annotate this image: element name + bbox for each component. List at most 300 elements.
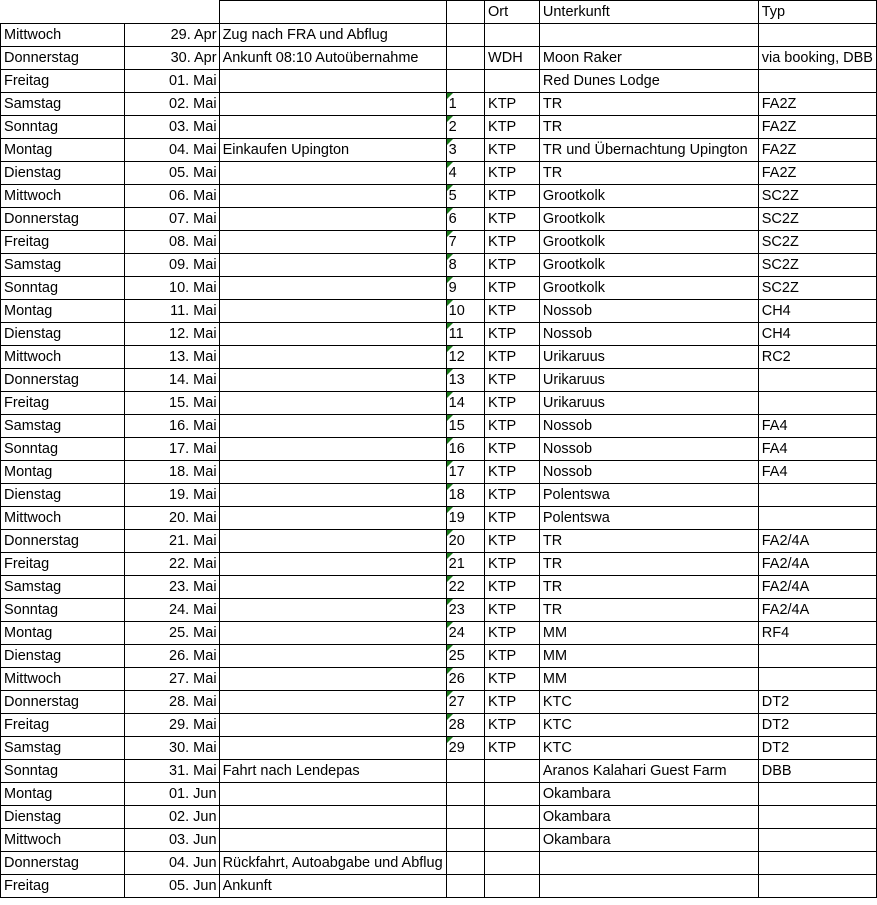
cell-unterkunft[interactable]: Grootkolk — [539, 254, 758, 277]
header-cell-typ[interactable]: Typ — [758, 1, 876, 24]
cell-date[interactable]: 26. Mai — [125, 645, 219, 668]
cell-note[interactable] — [219, 208, 446, 231]
cell-typ[interactable] — [758, 829, 876, 852]
cell-note[interactable] — [219, 553, 446, 576]
cell-ort[interactable]: KTP — [485, 93, 540, 116]
cell-number[interactable] — [446, 24, 484, 47]
cell-ort[interactable] — [485, 852, 540, 875]
cell-number[interactable]: 2 — [446, 116, 484, 139]
cell-date[interactable]: 03. Mai — [125, 116, 219, 139]
header-cell-empty[interactable] — [125, 1, 219, 24]
cell-typ[interactable]: FA4 — [758, 438, 876, 461]
cell-date[interactable]: 01. Mai — [125, 70, 219, 93]
cell-day[interactable]: Freitag — [1, 553, 125, 576]
cell-ort[interactable]: KTP — [485, 622, 540, 645]
cell-ort[interactable]: KTP — [485, 415, 540, 438]
table-row — [1, 783, 877, 806]
table-row — [1, 875, 877, 898]
cell-typ[interactable]: CH4 — [758, 323, 876, 346]
cell-date[interactable]: 01. Jun — [125, 783, 219, 806]
table-row — [1, 760, 877, 783]
cell-typ[interactable]: via booking, DBB — [758, 47, 876, 70]
cell-day[interactable]: Samstag — [1, 415, 125, 438]
cell-day[interactable]: Mittwoch — [1, 346, 125, 369]
table-row — [1, 346, 877, 369]
cell-ort[interactable]: KTP — [485, 208, 540, 231]
cell-unterkunft[interactable]: Grootkolk — [539, 277, 758, 300]
cell-unterkunft[interactable]: Grootkolk — [539, 231, 758, 254]
cell-typ[interactable]: RC2 — [758, 346, 876, 369]
cell-typ[interactable] — [758, 875, 876, 898]
cell-number[interactable]: 10 — [446, 300, 484, 323]
table-row — [1, 507, 877, 530]
cell-ort[interactable]: KTP — [485, 530, 540, 553]
cell-day[interactable]: Freitag — [1, 714, 125, 737]
cell-number[interactable] — [446, 806, 484, 829]
cell-ort[interactable] — [485, 829, 540, 852]
cell-unterkunft[interactable]: Red Dunes Lodge — [539, 70, 758, 93]
cell-note[interactable] — [219, 461, 446, 484]
cell-ort[interactable]: KTP — [485, 277, 540, 300]
cell-day[interactable]: Samstag — [1, 93, 125, 116]
cell-day[interactable]: Donnerstag — [1, 47, 125, 70]
cell-ort[interactable]: KTP — [485, 668, 540, 691]
cell-note[interactable] — [219, 300, 446, 323]
cell-ort[interactable]: KTP — [485, 392, 540, 415]
cell-ort[interactable]: KTP — [485, 185, 540, 208]
header-cell-empty[interactable] — [446, 1, 484, 24]
cell-typ[interactable] — [758, 806, 876, 829]
table-row — [1, 277, 877, 300]
cell-day[interactable]: Montag — [1, 461, 125, 484]
cell-typ[interactable]: RF4 — [758, 622, 876, 645]
table-row — [1, 116, 877, 139]
cell-note[interactable] — [219, 599, 446, 622]
cell-typ[interactable]: FA2Z — [758, 116, 876, 139]
cell-unterkunft[interactable]: MM — [539, 645, 758, 668]
cell-number[interactable]: 1 — [446, 93, 484, 116]
cell-date[interactable]: 22. Mai — [125, 553, 219, 576]
cell-unterkunft[interactable]: KTC — [539, 691, 758, 714]
cell-day[interactable]: Montag — [1, 622, 125, 645]
cell-date[interactable]: 02. Mai — [125, 93, 219, 116]
cell-ort[interactable]: WDH — [485, 47, 540, 70]
cell-date[interactable]: 02. Jun — [125, 806, 219, 829]
cell-date[interactable]: 31. Mai — [125, 760, 219, 783]
cell-note[interactable]: Fahrt nach Lendepas — [219, 760, 446, 783]
cell-day[interactable]: Freitag — [1, 392, 125, 415]
cell-unterkunft[interactable]: Nossob — [539, 300, 758, 323]
cell-typ[interactable]: FA2/4A — [758, 553, 876, 576]
cell-unterkunft[interactable]: Urikaruus — [539, 369, 758, 392]
cell-note[interactable] — [219, 369, 446, 392]
cell-unterkunft[interactable]: MM — [539, 668, 758, 691]
cell-date[interactable]: 14. Mai — [125, 369, 219, 392]
cell-ort[interactable]: KTP — [485, 484, 540, 507]
table-row — [1, 323, 877, 346]
cell-ort[interactable]: KTP — [485, 461, 540, 484]
cell-typ[interactable] — [758, 392, 876, 415]
header-cell-empty[interactable] — [1, 1, 125, 24]
cell-note[interactable] — [219, 392, 446, 415]
cell-number[interactable]: 29 — [446, 737, 484, 760]
cell-typ[interactable]: FA2/4A — [758, 530, 876, 553]
cell-date[interactable]: 19. Mai — [125, 484, 219, 507]
cell-day[interactable]: Freitag — [1, 231, 125, 254]
table-row — [1, 461, 877, 484]
cell-typ[interactable]: SC2Z — [758, 208, 876, 231]
cell-note[interactable] — [219, 530, 446, 553]
cell-typ[interactable]: SC2Z — [758, 231, 876, 254]
cell-date[interactable]: 25. Mai — [125, 622, 219, 645]
cell-typ[interactable] — [758, 668, 876, 691]
cell-ort[interactable]: KTP — [485, 553, 540, 576]
cell-number[interactable] — [446, 760, 484, 783]
cell-ort[interactable]: KTP — [485, 645, 540, 668]
cell-note[interactable] — [219, 438, 446, 461]
cell-ort[interactable]: KTP — [485, 599, 540, 622]
cell-number[interactable]: 6 — [446, 208, 484, 231]
cell-ort[interactable]: KTP — [485, 507, 540, 530]
cell-day[interactable]: Mittwoch — [1, 507, 125, 530]
header-cell-empty[interactable] — [219, 1, 446, 24]
cell-unterkunft[interactable]: TR — [539, 599, 758, 622]
cell-unterkunft[interactable]: Grootkolk — [539, 208, 758, 231]
cell-unterkunft[interactable]: Polentswa — [539, 484, 758, 507]
cell-number[interactable] — [446, 829, 484, 852]
cell-unterkunft[interactable]: TR und Übernachtung Upington — [539, 139, 758, 162]
cell-ort[interactable] — [485, 70, 540, 93]
cell-unterkunft[interactable]: Urikaruus — [539, 346, 758, 369]
cell-number[interactable]: 26 — [446, 668, 484, 691]
cell-date[interactable]: 05. Jun — [125, 875, 219, 898]
table-row — [1, 208, 877, 231]
cell-number[interactable]: 19 — [446, 507, 484, 530]
table-row — [1, 645, 877, 668]
cell-date[interactable]: 12. Mai — [125, 323, 219, 346]
cell-note[interactable] — [219, 737, 446, 760]
cell-unterkunft[interactable]: TR — [539, 553, 758, 576]
cell-day[interactable]: Donnerstag — [1, 208, 125, 231]
cell-unterkunft[interactable]: TR — [539, 576, 758, 599]
cell-date[interactable]: 30. Mai — [125, 737, 219, 760]
table-row — [1, 806, 877, 829]
cell-unterkunft[interactable]: Nossob — [539, 438, 758, 461]
cell-unterkunft[interactable]: KTC — [539, 737, 758, 760]
cell-ort[interactable]: KTP — [485, 231, 540, 254]
cell-day[interactable]: Montag — [1, 300, 125, 323]
cell-note[interactable] — [219, 93, 446, 116]
cell-note[interactable] — [219, 507, 446, 530]
cell-day[interactable]: Samstag — [1, 576, 125, 599]
cell-day[interactable]: Mittwoch — [1, 24, 125, 47]
cell-unterkunft[interactable]: Polentswa — [539, 507, 758, 530]
cell-number[interactable]: 20 — [446, 530, 484, 553]
table-row — [1, 484, 877, 507]
cell-typ[interactable]: DT2 — [758, 737, 876, 760]
cell-day[interactable]: Sonntag — [1, 116, 125, 139]
cell-date[interactable]: 06. Mai — [125, 185, 219, 208]
cell-note[interactable] — [219, 668, 446, 691]
header-cell-unterkunft[interactable]: Unterkunft — [539, 1, 758, 24]
cell-typ[interactable] — [758, 507, 876, 530]
table-row — [1, 622, 877, 645]
cell-date[interactable]: 08. Mai — [125, 231, 219, 254]
cell-note[interactable] — [219, 484, 446, 507]
cell-typ[interactable] — [758, 369, 876, 392]
cell-date[interactable]: 09. Mai — [125, 254, 219, 277]
cell-typ[interactable] — [758, 484, 876, 507]
cell-note[interactable]: Einkaufen Upington — [219, 139, 446, 162]
cell-number[interactable]: 11 — [446, 323, 484, 346]
cell-number[interactable]: 18 — [446, 484, 484, 507]
cell-note[interactable] — [219, 185, 446, 208]
table-row — [1, 231, 877, 254]
cell-number[interactable]: 28 — [446, 714, 484, 737]
cell-day[interactable]: Freitag — [1, 875, 125, 898]
cell-number[interactable]: 27 — [446, 691, 484, 714]
cell-unterkunft[interactable]: Grootkolk — [539, 185, 758, 208]
cell-note[interactable] — [219, 116, 446, 139]
cell-number[interactable] — [446, 47, 484, 70]
cell-note[interactable]: Zug nach FRA und Abflug — [219, 24, 446, 47]
cell-unterkunft[interactable]: Nossob — [539, 415, 758, 438]
cell-ort[interactable]: KTP — [485, 162, 540, 185]
cell-note[interactable]: Rückfahrt, Autoabgabe und Abflug — [219, 852, 446, 875]
cell-number[interactable]: 22 — [446, 576, 484, 599]
cell-date[interactable]: 04. Mai — [125, 139, 219, 162]
cell-day[interactable]: Mittwoch — [1, 829, 125, 852]
table-row — [1, 829, 877, 852]
cell-ort[interactable]: KTP — [485, 116, 540, 139]
cell-day[interactable]: Sonntag — [1, 760, 125, 783]
cell-number[interactable]: 12 — [446, 346, 484, 369]
cell-day[interactable]: Mittwoch — [1, 668, 125, 691]
cell-day[interactable]: Montag — [1, 783, 125, 806]
table-row — [1, 185, 877, 208]
cell-date[interactable]: 24. Mai — [125, 599, 219, 622]
cell-date[interactable]: 05. Mai — [125, 162, 219, 185]
cell-date[interactable]: 21. Mai — [125, 530, 219, 553]
cell-date[interactable]: 17. Mai — [125, 438, 219, 461]
cell-typ[interactable] — [758, 783, 876, 806]
cell-note[interactable] — [219, 576, 446, 599]
table-row — [1, 300, 877, 323]
cell-unterkunft[interactable] — [539, 852, 758, 875]
cell-number[interactable]: 17 — [446, 461, 484, 484]
cell-day[interactable]: Montag — [1, 139, 125, 162]
cell-unterkunft[interactable]: Nossob — [539, 323, 758, 346]
cell-note[interactable] — [219, 622, 446, 645]
cell-typ[interactable]: FA2Z — [758, 139, 876, 162]
cell-unterkunft[interactable]: TR — [539, 93, 758, 116]
cell-number[interactable] — [446, 875, 484, 898]
cell-day[interactable]: Donnerstag — [1, 691, 125, 714]
cell-ort[interactable]: KTP — [485, 714, 540, 737]
cell-note[interactable]: Ankunft 08:10 Autoübernahme — [219, 47, 446, 70]
cell-day[interactable]: Donnerstag — [1, 852, 125, 875]
cell-number[interactable] — [446, 852, 484, 875]
cell-number[interactable]: 24 — [446, 622, 484, 645]
cell-number[interactable]: 4 — [446, 162, 484, 185]
cell-day[interactable]: Samstag — [1, 254, 125, 277]
cell-ort[interactable]: KTP — [485, 300, 540, 323]
cell-date[interactable]: 27. Mai — [125, 668, 219, 691]
cell-typ[interactable]: SC2Z — [758, 254, 876, 277]
cell-number[interactable]: 16 — [446, 438, 484, 461]
cell-unterkunft[interactable] — [539, 24, 758, 47]
cell-number[interactable] — [446, 70, 484, 93]
cell-note[interactable] — [219, 231, 446, 254]
cell-typ[interactable]: FA4 — [758, 461, 876, 484]
cell-day[interactable]: Dienstag — [1, 806, 125, 829]
cell-note[interactable] — [219, 829, 446, 852]
table-row — [1, 392, 877, 415]
cell-unterkunft[interactable]: Urikaruus — [539, 392, 758, 415]
cell-date[interactable]: 04. Jun — [125, 852, 219, 875]
cell-number[interactable] — [446, 783, 484, 806]
cell-day[interactable]: Sonntag — [1, 599, 125, 622]
cell-number[interactable]: 7 — [446, 231, 484, 254]
cell-note[interactable] — [219, 254, 446, 277]
cell-typ[interactable] — [758, 24, 876, 47]
cell-unterkunft[interactable]: Moon Raker — [539, 47, 758, 70]
cell-unterkunft[interactable]: TR — [539, 530, 758, 553]
cell-ort[interactable]: KTP — [485, 438, 540, 461]
cell-date[interactable]: 20. Mai — [125, 507, 219, 530]
cell-number[interactable]: 25 — [446, 645, 484, 668]
cell-number[interactable]: 14 — [446, 392, 484, 415]
cell-unterkunft[interactable] — [539, 875, 758, 898]
cell-date[interactable]: 13. Mai — [125, 346, 219, 369]
cell-day[interactable]: Donnerstag — [1, 369, 125, 392]
cell-unterkunft[interactable]: Okambara — [539, 829, 758, 852]
cell-ort[interactable]: KTP — [485, 346, 540, 369]
cell-day[interactable]: Freitag — [1, 70, 125, 93]
header-row — [1, 1, 877, 24]
cell-typ[interactable]: DT2 — [758, 714, 876, 737]
cell-date[interactable]: 29. Mai — [125, 714, 219, 737]
cell-number[interactable]: 15 — [446, 415, 484, 438]
cell-note[interactable] — [219, 691, 446, 714]
cell-day[interactable]: Dienstag — [1, 162, 125, 185]
cell-date[interactable]: 28. Mai — [125, 691, 219, 714]
cell-day[interactable]: Sonntag — [1, 438, 125, 461]
cell-date[interactable]: 23. Mai — [125, 576, 219, 599]
cell-note[interactable] — [219, 323, 446, 346]
cell-unterkunft[interactable]: Okambara — [539, 806, 758, 829]
cell-note[interactable]: Ankunft — [219, 875, 446, 898]
cell-day[interactable]: Donnerstag — [1, 530, 125, 553]
cell-typ[interactable]: FA2/4A — [758, 576, 876, 599]
cell-unterkunft[interactable]: Nossob — [539, 461, 758, 484]
cell-typ[interactable]: FA2Z — [758, 162, 876, 185]
cell-note[interactable] — [219, 645, 446, 668]
cell-number[interactable]: 8 — [446, 254, 484, 277]
cell-number[interactable]: 9 — [446, 277, 484, 300]
table-row — [1, 438, 877, 461]
cell-number[interactable]: 23 — [446, 599, 484, 622]
cell-typ[interactable]: DT2 — [758, 691, 876, 714]
cell-note[interactable] — [219, 806, 446, 829]
table-row — [1, 415, 877, 438]
cell-number[interactable]: 13 — [446, 369, 484, 392]
cell-day[interactable]: Samstag — [1, 737, 125, 760]
cell-ort[interactable] — [485, 875, 540, 898]
cell-date[interactable]: 03. Jun — [125, 829, 219, 852]
cell-typ[interactable]: SC2Z — [758, 277, 876, 300]
cell-ort[interactable] — [485, 760, 540, 783]
cell-typ[interactable] — [758, 70, 876, 93]
cell-unterkunft[interactable]: MM — [539, 622, 758, 645]
cell-note[interactable] — [219, 415, 446, 438]
cell-ort[interactable]: KTP — [485, 691, 540, 714]
cell-typ[interactable]: CH4 — [758, 300, 876, 323]
cell-date[interactable]: 10. Mai — [125, 277, 219, 300]
cell-unterkunft[interactable]: TR — [539, 116, 758, 139]
table-row — [1, 162, 877, 185]
cell-typ[interactable]: FA4 — [758, 415, 876, 438]
table-row — [1, 576, 877, 599]
cell-note[interactable] — [219, 70, 446, 93]
cell-ort[interactable]: KTP — [485, 323, 540, 346]
cell-date[interactable]: 29. Apr — [125, 24, 219, 47]
cell-typ[interactable] — [758, 852, 876, 875]
table-row — [1, 70, 877, 93]
cell-date[interactable]: 11. Mai — [125, 300, 219, 323]
cell-unterkunft[interactable]: Aranos Kalahari Guest Farm — [539, 760, 758, 783]
cell-note[interactable] — [219, 277, 446, 300]
cell-unterkunft[interactable]: TR — [539, 162, 758, 185]
cell-date[interactable]: 16. Mai — [125, 415, 219, 438]
cell-ort[interactable]: KTP — [485, 576, 540, 599]
cell-typ[interactable]: DBB — [758, 760, 876, 783]
cell-number[interactable]: 3 — [446, 139, 484, 162]
cell-date[interactable]: 30. Apr — [125, 47, 219, 70]
cell-ort[interactable]: KTP — [485, 737, 540, 760]
cell-ort[interactable] — [485, 783, 540, 806]
cell-date[interactable]: 07. Mai — [125, 208, 219, 231]
cell-ort[interactable] — [485, 24, 540, 47]
cell-ort[interactable] — [485, 806, 540, 829]
cell-typ[interactable] — [758, 645, 876, 668]
cell-unterkunft[interactable]: Okambara — [539, 783, 758, 806]
cell-day[interactable]: Dienstag — [1, 323, 125, 346]
cell-typ[interactable]: SC2Z — [758, 185, 876, 208]
cell-date[interactable]: 18. Mai — [125, 461, 219, 484]
cell-number[interactable]: 21 — [446, 553, 484, 576]
cell-typ[interactable]: FA2/4A — [758, 599, 876, 622]
cell-ort[interactable]: KTP — [485, 369, 540, 392]
cell-day[interactable]: Mittwoch — [1, 185, 125, 208]
cell-note[interactable] — [219, 783, 446, 806]
cell-day[interactable]: Dienstag — [1, 645, 125, 668]
cell-note[interactable] — [219, 346, 446, 369]
header-cell-ort[interactable]: Ort — [485, 1, 540, 24]
cell-date[interactable]: 15. Mai — [125, 392, 219, 415]
cell-day[interactable]: Dienstag — [1, 484, 125, 507]
cell-number[interactable]: 5 — [446, 185, 484, 208]
cell-day[interactable]: Sonntag — [1, 277, 125, 300]
cell-unterkunft[interactable]: KTC — [539, 714, 758, 737]
cell-typ[interactable]: FA2Z — [758, 93, 876, 116]
cell-ort[interactable]: KTP — [485, 139, 540, 162]
table-row — [1, 369, 877, 392]
cell-ort[interactable]: KTP — [485, 254, 540, 277]
cell-note[interactable] — [219, 714, 446, 737]
cell-note[interactable] — [219, 162, 446, 185]
table-row — [1, 47, 877, 70]
